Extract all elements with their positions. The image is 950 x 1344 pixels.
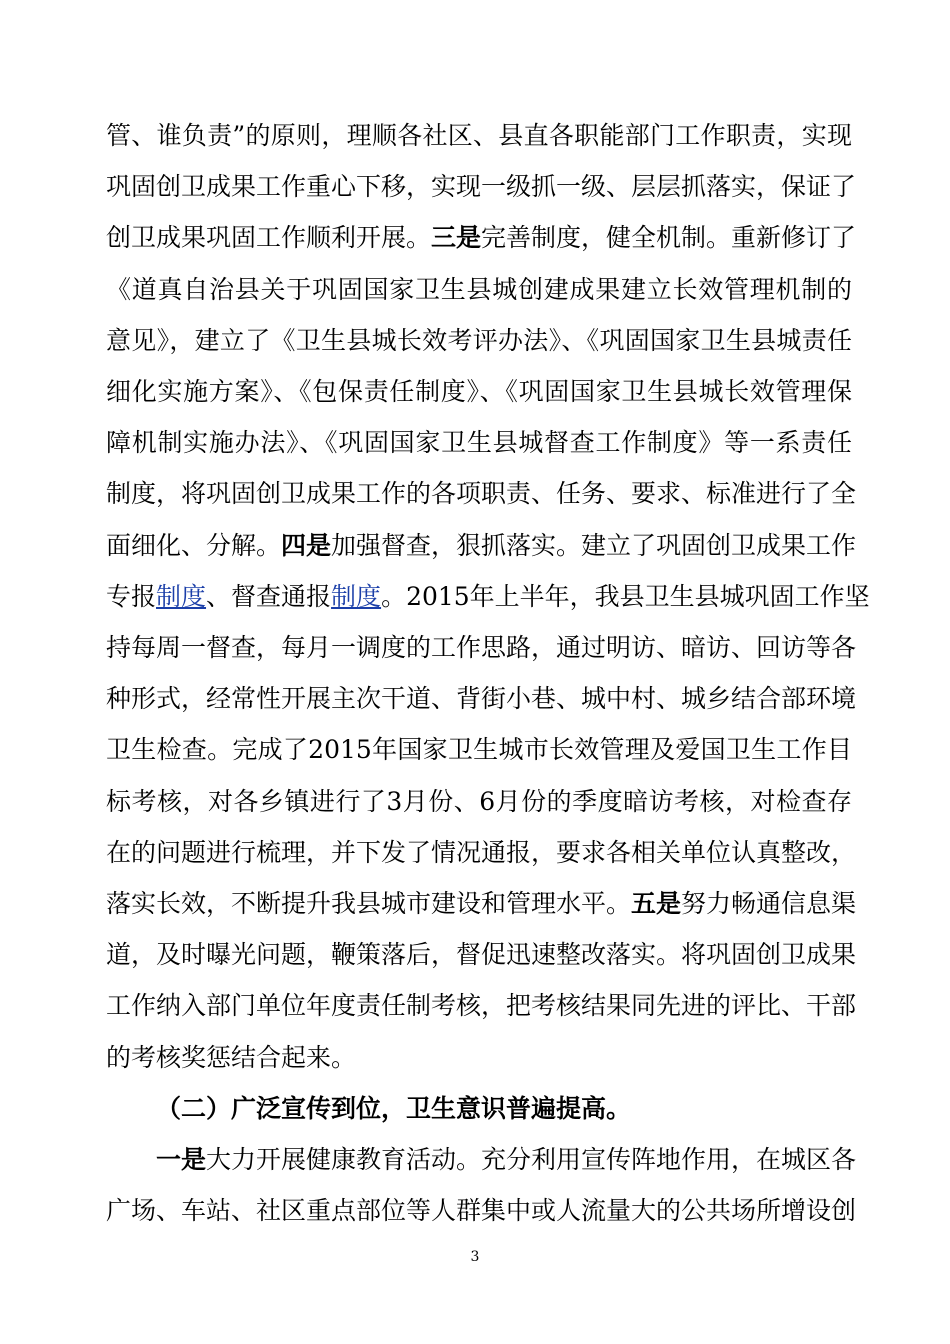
text-segment: 卫生检查。完成了2015年国家卫生城市长效管理及爱国卫生工作目 xyxy=(106,735,852,765)
text-segment: 《道真自治县关于巩固国家卫生县城创建成果建立长效管理机制的 xyxy=(106,274,852,304)
text-line xyxy=(106,884,857,924)
text-line xyxy=(106,423,852,463)
text-segment: 加强督查，狠抓落实。建立了巩固创卫成果工作 xyxy=(331,530,857,560)
text-line xyxy=(106,935,857,975)
text-line xyxy=(156,1089,852,1129)
text-line xyxy=(106,782,852,822)
text-line xyxy=(156,1140,857,1180)
text-segment: 障机制实施办法》、《巩固国家卫生县城督查工作制度》等一系责任 xyxy=(106,428,852,458)
text-line xyxy=(106,628,857,668)
text-line xyxy=(106,218,857,258)
text-segment: 意见》，建立了《卫生县城长效考评办法》、《巩固国家卫生县城责任 xyxy=(106,325,852,355)
text-line xyxy=(106,1191,857,1231)
text-line xyxy=(106,270,852,310)
system-link[interactable]: 制度 xyxy=(156,581,207,611)
text-segment: 道，及时曝光问题，鞭策落后，督促迅速整改落实。将巩固创卫成果 xyxy=(106,940,857,970)
bold-phrase: （二）广泛宣传到位，卫生意识普遍提高。 xyxy=(156,1093,632,1123)
text-segment: 完善制度，健全机制。重新修订了 xyxy=(481,223,857,253)
text-segment: 。2015年上半年，我县卫生县城巩固工作坚 xyxy=(381,581,870,611)
text-segment: 制度，将巩固创卫成果工作的各项职责、任务、要求、标准进行了全 xyxy=(106,479,857,509)
text-segment: 创卫成果巩固工作顺利开展。 xyxy=(106,223,432,253)
text-line xyxy=(106,730,852,770)
bold-phrase: 三是 xyxy=(431,223,482,253)
text-segment: 工作纳入部门单位年度责任制考核，把考核结果同先进的评比、干部 xyxy=(106,991,857,1021)
text-segment: 种形式，经常性开展主次干道、背街小巷、城中村、城乡结合部环境 xyxy=(106,684,857,714)
text-line xyxy=(106,321,852,361)
text-segment: 大力开展健康教育活动。充分利用宣传阵地作用，在城区各 xyxy=(206,1145,857,1174)
text-line xyxy=(106,679,857,719)
text-segment: 巩固创卫成果工作重心下移，实现一级抓一级、层层抓落实，保证了 xyxy=(106,172,857,202)
page-number: 3 xyxy=(470,1249,480,1265)
text-segment: 专报 xyxy=(106,581,157,611)
text-line xyxy=(106,833,857,873)
text-line xyxy=(106,577,870,617)
text-line xyxy=(106,1038,852,1078)
text-segment: 持每周一督查，每月一调度的工作思路，通过明访、暗访、回访等各 xyxy=(106,633,857,662)
text-line xyxy=(106,116,852,156)
text-line xyxy=(106,167,857,207)
text-line xyxy=(106,372,852,412)
text-segment: 面细化、分解。 xyxy=(106,530,282,560)
bold-phrase: 五是 xyxy=(631,889,682,918)
text-line xyxy=(106,986,857,1026)
text-segment: 努力畅通信息渠 xyxy=(681,889,857,918)
text-segment: 标考核，对各乡镇进行了3月份、6月份的季度暗访考核，对检查存 xyxy=(106,786,852,816)
text-segment: 落实长效，不断提升我县城市建设和管理水平。 xyxy=(106,889,632,918)
text-segment: 细化实施方案》、《包保责任制度》、《巩固国家卫生县城长效管理保 xyxy=(106,377,852,406)
text-segment: 的考核奖惩结合起来。 xyxy=(106,1042,357,1072)
bold-phrase: 四是 xyxy=(281,530,332,560)
text-segment: 、督查通报 xyxy=(206,581,332,611)
system-link[interactable]: 制度 xyxy=(331,581,382,611)
text-line xyxy=(106,474,857,514)
text-segment: 广场、车站、社区重点部位等人群集中或人流量大的公共场所增设创 xyxy=(106,1196,857,1226)
text-line xyxy=(106,526,857,566)
text-segment: 管、谁负责”的原则，理顺各社区、县直各职能部门工作职责，实现 xyxy=(106,121,852,150)
text-segment: 在的问题进行梳理，并下发了情况通报，要求各相关单位认真整改， xyxy=(106,837,857,867)
bold-phrase: 一是 xyxy=(156,1145,207,1174)
